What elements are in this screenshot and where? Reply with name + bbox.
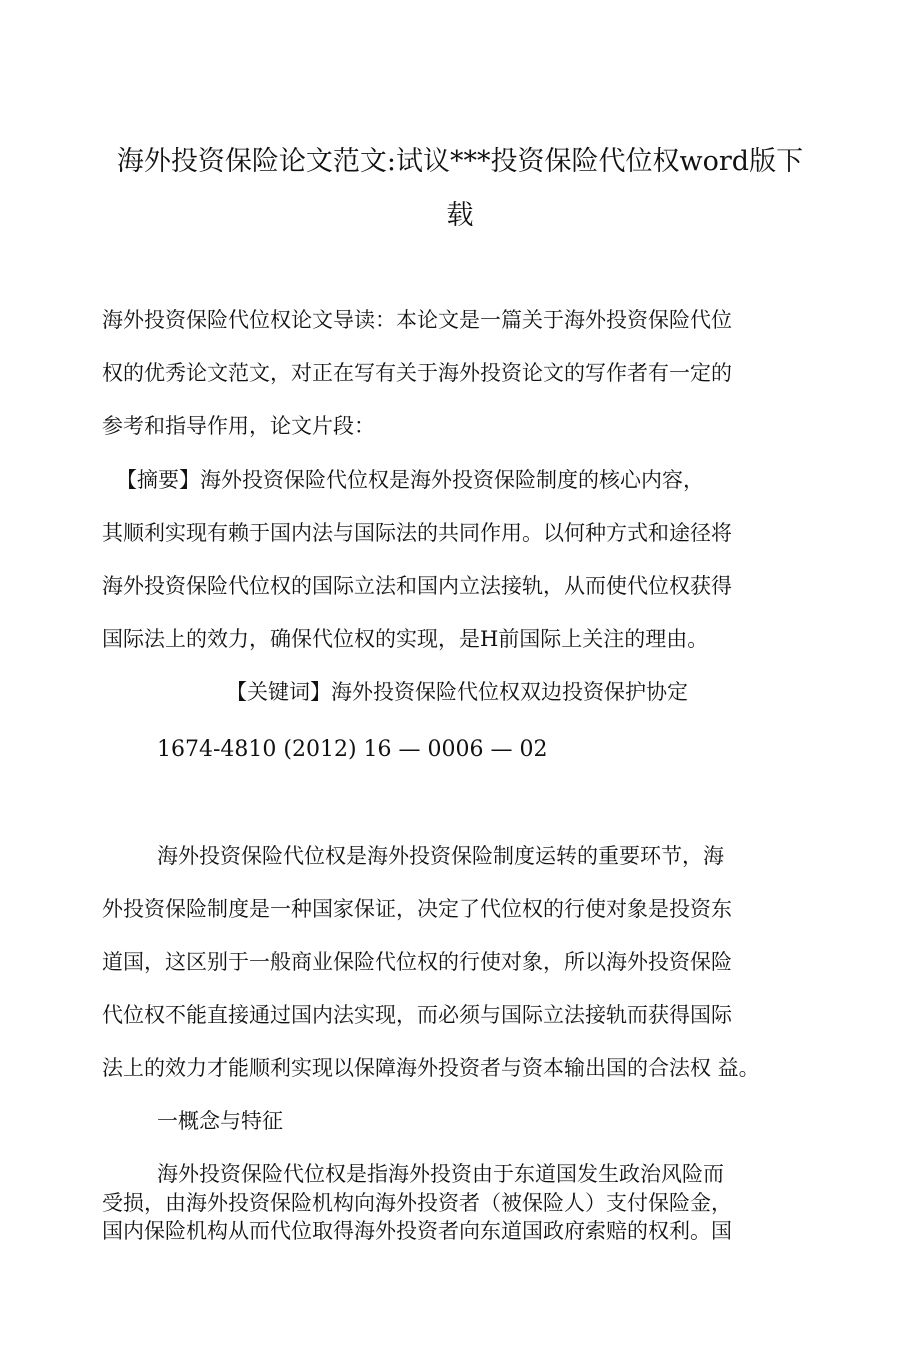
body-line: 外投资保险制度是一种国家保证，决定了代位权的行使对象是投资东: [102, 897, 732, 921]
keywords: 【关键词】海外投资保险代位权双边投资保护协定: [226, 680, 688, 704]
abstract-line: 其顺利实现有赖于国内法与国际法的共同作用。以何种方式和途径将: [102, 521, 732, 545]
intro-line: 权的优秀论文范文，对正在写有关于海外投资论文的写作者有一定的: [102, 361, 732, 385]
body-line: 海外投资保险代位权是指海外投资由于东道国发生政治风险而: [157, 1162, 724, 1186]
body-line: 代位权不能直接通过国内法实现，而必须与国际立法接轨而获得国际: [102, 1003, 732, 1027]
body-line: 受损，由海外投资保险机构向海外投资者（被保险人）支付保险金，: [102, 1191, 732, 1215]
body-line: 海外投资保险代位权是海外投资保险制度运转的重要环节，海: [157, 844, 724, 868]
section-heading: 一概念与特征: [157, 1109, 283, 1133]
document-title-line-2: 载: [446, 200, 474, 231]
document-title-line-1: 海外投资保险论文范文:试议***投资保险代位权word版下: [116, 146, 804, 177]
document-code: 1674-4810 (2012) 16 — 0006 — 02: [157, 737, 548, 762]
body-line: 道国，这区别于一般商业保险代位权的行使对象，所以海外投资保险: [102, 950, 732, 974]
intro-line: 海外投资保险代位权论文导读：本论文是一篇关于海外投资保险代位: [102, 308, 732, 332]
body-line: 法上的效力才能顺利实现以保障海外投资者与资本输出国的合法权 益。: [102, 1056, 760, 1080]
intro-line: 参考和指导作用，论文片段：: [102, 414, 375, 438]
abstract-line: 【摘要】海外投资保险代位权是海外投资保险制度的核心内容，: [116, 468, 704, 492]
abstract-line: 海外投资保险代位权的国际立法和国内立法接轨，从而使代位权获得: [102, 574, 732, 598]
abstract-line: 国际法上的效力，确保代位权的实现，是H前国际上关注的理由。: [102, 627, 709, 651]
body-line: 国内保险机构从而代位取得海外投资者向东道国政府索赔的权利。国: [102, 1219, 732, 1243]
